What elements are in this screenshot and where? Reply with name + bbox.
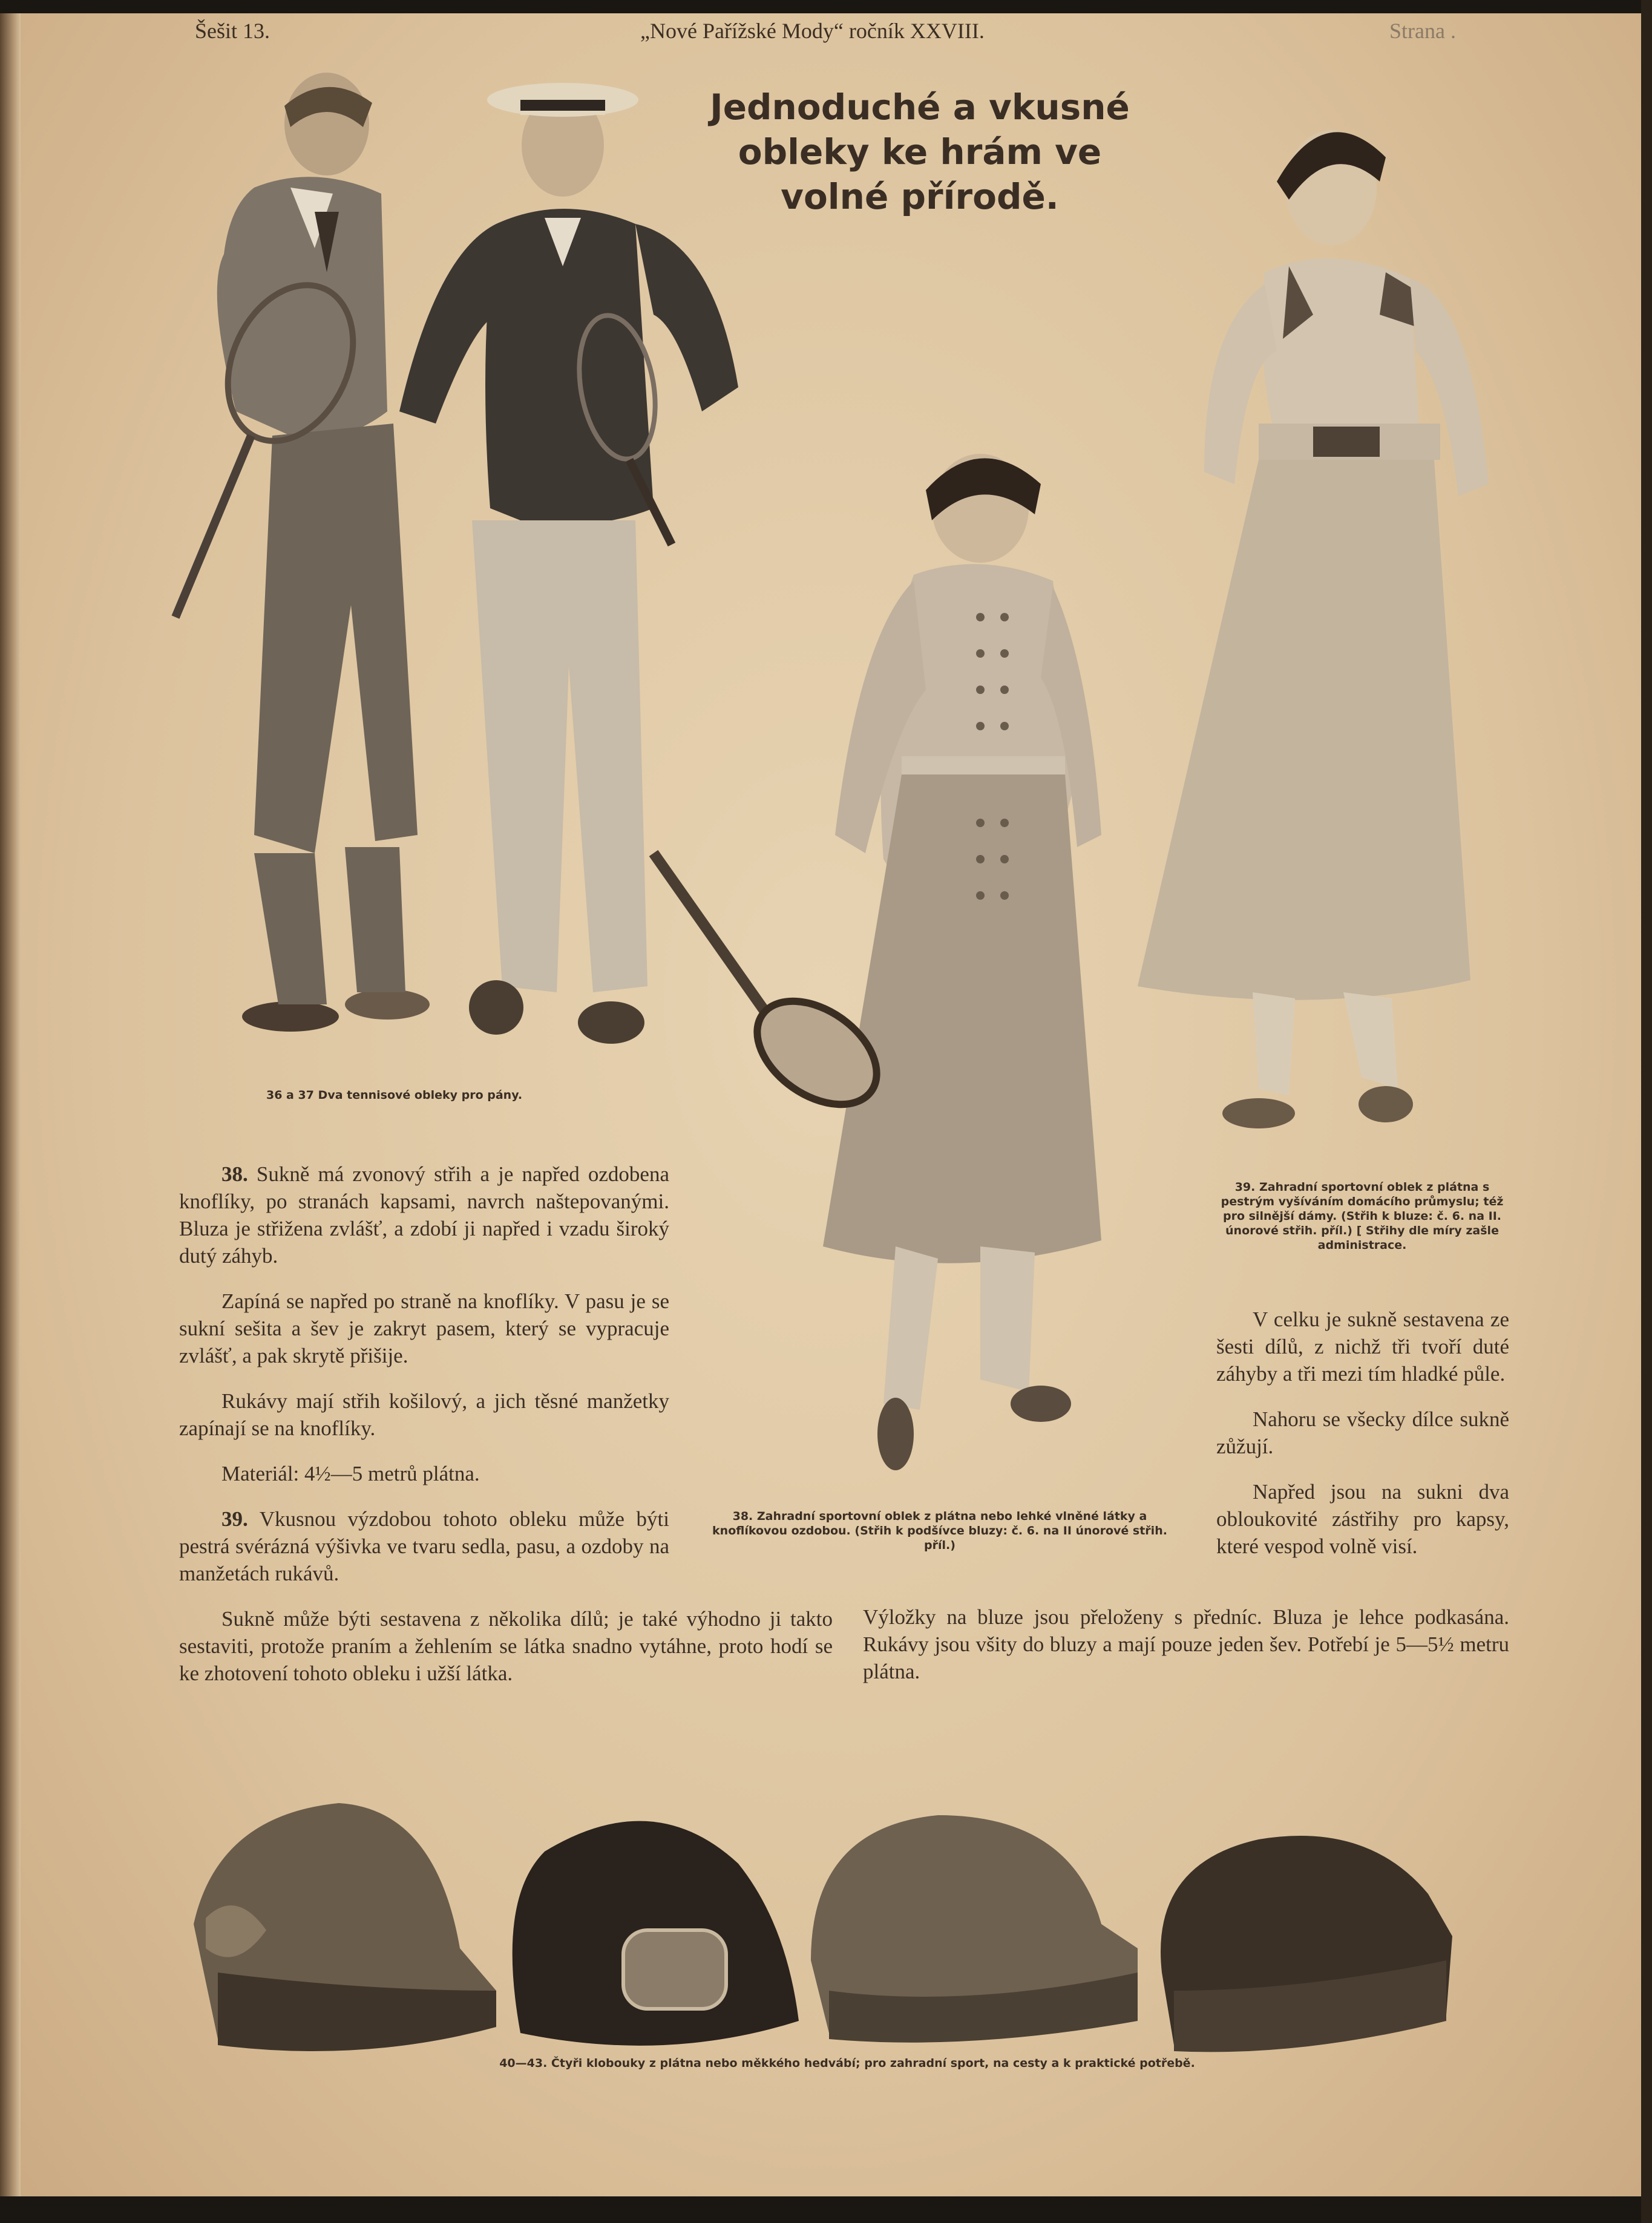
paragraph-text: Sukně má zvonový střih a je napřed ozdobena knoflíky, po stranách kapsami, navrch naštepovanými. Bluza je střižena zvlášť, a zdobí ji napřed i vzadu široký dutý záhyb. <box>179 1162 670 1268</box>
woman-39-sport-illustration <box>1132 97 1507 1162</box>
hat-41 <box>513 1821 799 2046</box>
paragraph-39 <box>179 1505 669 1587</box>
page-title: Jednoduché a vkusné obleky ke hrám ve volné přírodě. <box>710 87 1130 217</box>
paragraph-skirt-panels: V celku je sukně sestavena ze šesti dílů, z nichž tři tvoří duté záhyby a tři mezi tím hladké půle. <box>1216 1308 1509 1386</box>
hat-43 <box>1161 1836 1452 2052</box>
header-page: Strana . <box>1389 19 1456 43</box>
paragraph-38 <box>179 1161 669 1269</box>
paragraph-sleeves: Rukávy mají střih košilový, a jich těsné manžetky zapínají se na knoflíky. <box>179 1389 669 1440</box>
header-magazine-title: „Nové Pařížské Mody“ ročník XXVIII. <box>640 19 985 43</box>
paragraph-narrowing: Nahoru se všecky dílce sukně zůžují. <box>1216 1407 1509 1458</box>
paragraph-number: 39. <box>221 1507 248 1531</box>
page-spine <box>0 0 21 2223</box>
left-text-column <box>179 1161 833 1705</box>
scan-bottom-edge <box>0 2196 1652 2223</box>
paragraph-material: Materiál: 4½—5 metrů plátna. <box>221 1462 480 1485</box>
right-text-column <box>1216 1306 1509 1578</box>
header-issue: Šešit 13. <box>195 19 270 43</box>
paragraph-facings: Výložky na bluze jsou přeloženy s předníc. Bluza je lehce podkasána. Rukávy jsou všity do bluzy a mají pouze jeden šev. Potřebí je 5—5½ metru plátna. <box>863 1605 1509 1683</box>
hat-42 <box>811 1815 1138 2043</box>
paragraph-number: 38. <box>221 1162 248 1186</box>
scan-right-edge <box>1641 0 1652 2223</box>
woman-38-tennis-illustration <box>641 436 1198 1501</box>
paragraph-skirt: Sukně může býti sestavena z několika dílů; je také výhodno ji takto sestaviti, protože praním a žehlením se látka snadno vytáhne, proto hodí se ke zhotovení tohoto obleku i užší látka. <box>179 1607 833 1685</box>
caption-figures-36-37: 36 a 37 Dva tennisové obleky pro pány. <box>266 1089 523 1102</box>
paragraph-pockets: Napřed jsou na sukni dva obloukovité zástřihy pro kapsy, které vespod volně visí. <box>1216 1480 1509 1558</box>
right-text-continuation <box>863 1603 1509 1703</box>
caption-figure-38: 38. Zahradní sportovní oblek z plátna nebo lehké vlněné látky a knoflíkovou ozdobou. (Střih k podšívce bluzy: č. 6. na II únorové střih. příl.) <box>712 1510 1167 1552</box>
four-hats-illustration <box>182 1791 1470 2069</box>
paragraph-text: Vkusnou výzdobou tohoto obleku může býti pestrá svérázná výšivka ve tvaru sedla, pasu, a ozdoby na manžetách rukávů. <box>179 1507 669 1585</box>
caption-figure-39: 39. Zahradní sportovní oblek z plátna s pestrým vyšíváním domácího průmyslu; též pro silnější dámy. (Střih k bluze: č. 6. na II. únorové střih. příl.) [ Střihy dle míry zašle administrace. <box>1221 1180 1504 1252</box>
paragraph-fastening: Zapíná se napřed po straně na knoflíky. V pasu je se sukní sešita a šev je zakryt pasem, který se vypracuje zvlášť, a pak skrytě přišije. <box>179 1289 669 1367</box>
scan-top-edge <box>0 0 1652 13</box>
hat-40 <box>194 1803 496 2051</box>
caption-figures-40-43: 40—43. Čtyři klobouky z plátna nebo měkkého hedvábí; pro zahradní sport, na cesty a k praktické potřebě. <box>499 2057 1195 2070</box>
